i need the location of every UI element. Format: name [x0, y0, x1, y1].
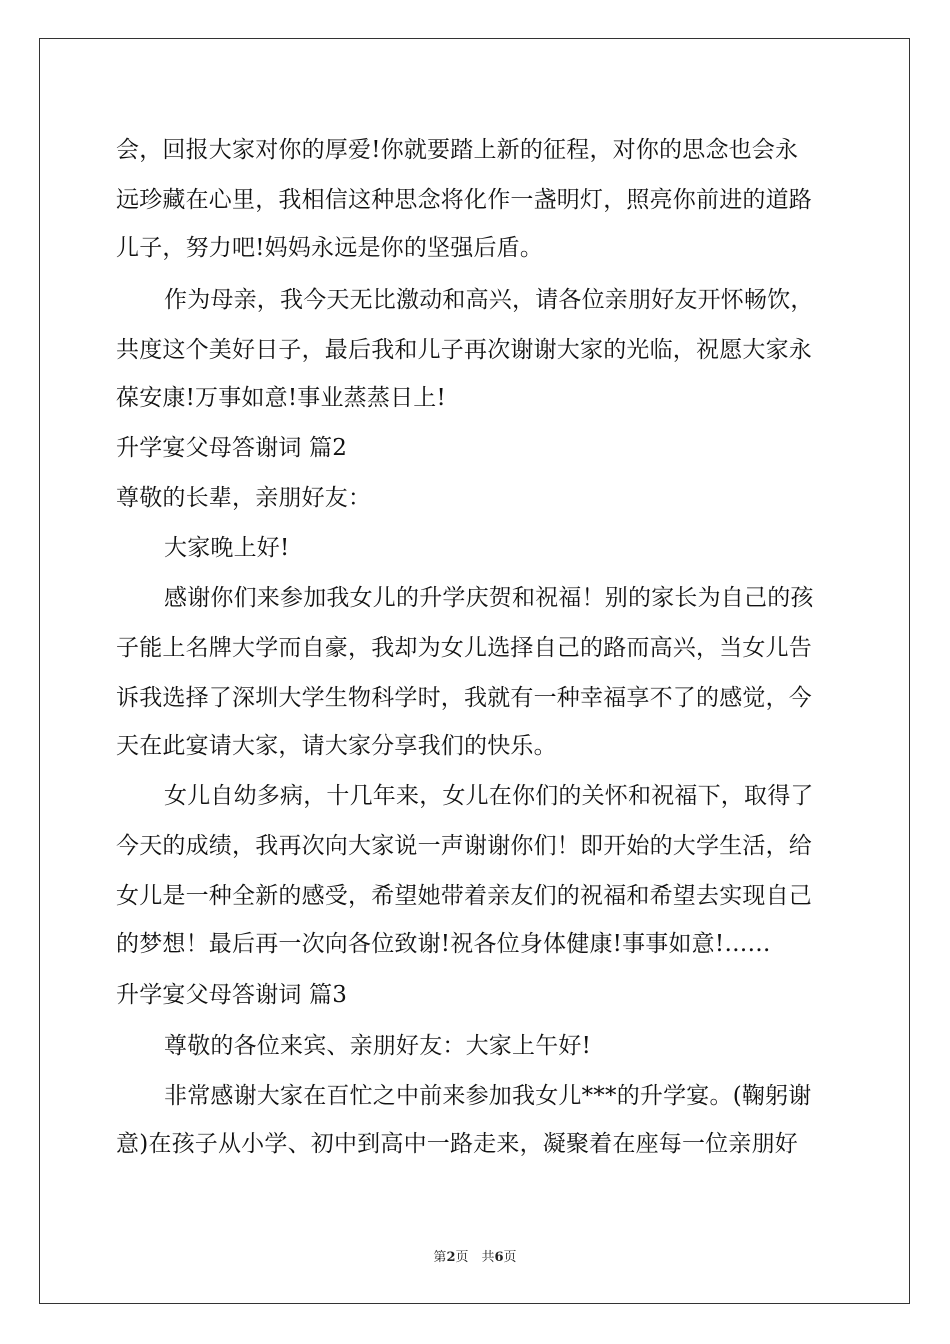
text-line: 儿子，努力吧!妈妈永远是你的坚强后盾。 — [116, 235, 544, 261]
text-line: 大家晚上好! — [164, 535, 290, 561]
text-line: 非常感谢大家在百忙之中前来参加我女儿***的升学宴。(鞠躬谢 — [164, 1083, 812, 1109]
text-line: 远珍藏在心里，我相信这种思念将化作一盏明灯，照亮你前进的道路 — [116, 187, 812, 213]
text-line: 会，回报大家对你的厚爱!你就要踏上新的征程，对你的思念也会永 — [116, 137, 799, 163]
footer-page-mid: 页 共 — [455, 1250, 495, 1265]
text-line: 尊敬的长辈，亲朋好友： — [116, 485, 372, 511]
text-line: 葆安康!万事如意!事业蒸蒸日上! — [116, 385, 446, 411]
page-footer — [0, 1246, 950, 1265]
footer-page-prefix: 第 — [433, 1250, 447, 1265]
text-line: 意)在孩子从小学、初中到高中一路走来，凝聚着在座每一位亲朋好 — [116, 1131, 798, 1157]
text-line: 尊敬的各位来宾、亲朋好友：大家上午好! — [164, 1033, 592, 1059]
footer-total-pages: 6 — [494, 1250, 504, 1265]
footer-page-suffix: 页 — [503, 1250, 517, 1265]
text-line: 诉我选择了深圳大学生物科学时，我就有一种幸福享不了的感觉，今 — [116, 685, 812, 711]
text-line: 感谢你们来参加我女儿的升学庆贺和祝福！别的家长为自己的孩 — [164, 585, 814, 611]
text-line: 作为母亲，我今天无比激动和高兴，请各位亲朋好友开怀畅饮， — [164, 287, 814, 313]
section-heading: 升学宴父母答谢词 篇2 — [116, 435, 348, 461]
text-line: 的梦想！最后再一次向各位致谢!祝各位身体健康!事事如意!…… — [116, 931, 771, 957]
text-line: 子能上名牌大学而自豪，我却为女儿选择自己的路而高兴，当女儿告 — [116, 635, 812, 661]
page-border — [39, 38, 910, 1304]
text-line: 共度这个美好日子，最后我和儿子再次谢谢大家的光临，祝愿大家永 — [116, 337, 812, 363]
text-line: 天在此宴请大家，请大家分享我们的快乐。 — [116, 733, 557, 759]
footer-page-number: 2 — [446, 1250, 456, 1265]
section-heading: 升学宴父母答谢词 篇3 — [116, 982, 348, 1008]
text-line: 今天的成绩，我再次向大家说一声谢谢你们！即开始的大学生活，给 — [116, 833, 812, 859]
text-line: 女儿自幼多病，十几年来，女儿在你们的关怀和祝福下，取得了 — [164, 783, 814, 809]
text-line: 女儿是一种全新的感受，希望她带着亲友们的祝福和希望去实现自己 — [116, 883, 812, 909]
